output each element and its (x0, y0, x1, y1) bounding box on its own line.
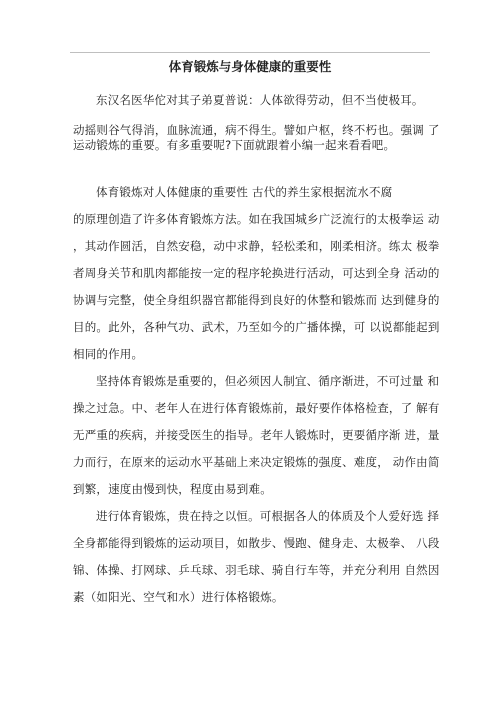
text-line: 到繁，速度由慢到快，程度由易到难。 (73, 482, 272, 496)
text-line: 动摇则谷气得消，血脉流通，病不得生。譬如户枢，终不朽也。强调 了 (73, 123, 440, 137)
text-line: 锦、体操、打网球、乒乓球、羽毛球、骑自行车等，并充分利用 自然因 (73, 563, 440, 577)
text-line: 的原理创造了许多体育锻炼方法。如在我国城乡广泛流行的太极拳运 动 (73, 212, 440, 226)
text-line: 素（如阳光、空气和水）进行体格锻炼。 (73, 590, 284, 604)
text-line: 体育锻炼对人体健康的重要性 古代的养生家根据流水不腐 (96, 185, 393, 199)
text-line: 坚持体育锻炼是重要的，但必须因人制宜、循序渐进，不可过量 和 (96, 374, 440, 388)
text-line: 目的。此外，各种气功、武术，乃至如今的广播体操，可 以说都能起到 (73, 320, 440, 334)
text-line: 运动锻炼的重要。有多重要呢?下面就跟着小编一起来看看吧。 (73, 138, 396, 152)
text-line: 进行体育锻炼，贵在持之以恒。可根据各人的体质及个人爱好选 择 (96, 509, 440, 523)
text-line: 东汉名医华佗对其子弟夏普说：人体欲得劳动，但不当使极耳。 (96, 93, 424, 107)
text-line: 者周身关节和肌肉都能按一定的程序轮换进行活动，可达到全身 活动的 (73, 266, 440, 280)
header-rule (70, 52, 430, 53)
text-line: 相同的作用。 (73, 347, 144, 361)
document-title: 体育锻炼与身体健康的重要性 (168, 59, 332, 74)
text-line: 力而行，在原来的运动水平基础上来决定锻炼的强度、难度， 动作由简 (73, 455, 440, 469)
text-line: 操之过急。中、老年人在进行体育锻炼前，最好要作体格检查，了 解有 (73, 401, 440, 415)
text-line: 无严重的疾病，并接受医生的指导。老年人锻炼时，更要循序渐 进，量 (73, 428, 440, 442)
text-line: 全身都能得到锻炼的运动项目，如散步、慢跑、健身走、太极拳、 八段 (73, 536, 440, 550)
text-line: 协调与完整，使全身组织器官都能得到良好的休整和锻炼而 达到健身的 (73, 293, 440, 307)
text-line: ，其动作圆活，自然安稳，动中求静，轻松柔和，刚柔相济。练太 极拳 (73, 239, 440, 253)
